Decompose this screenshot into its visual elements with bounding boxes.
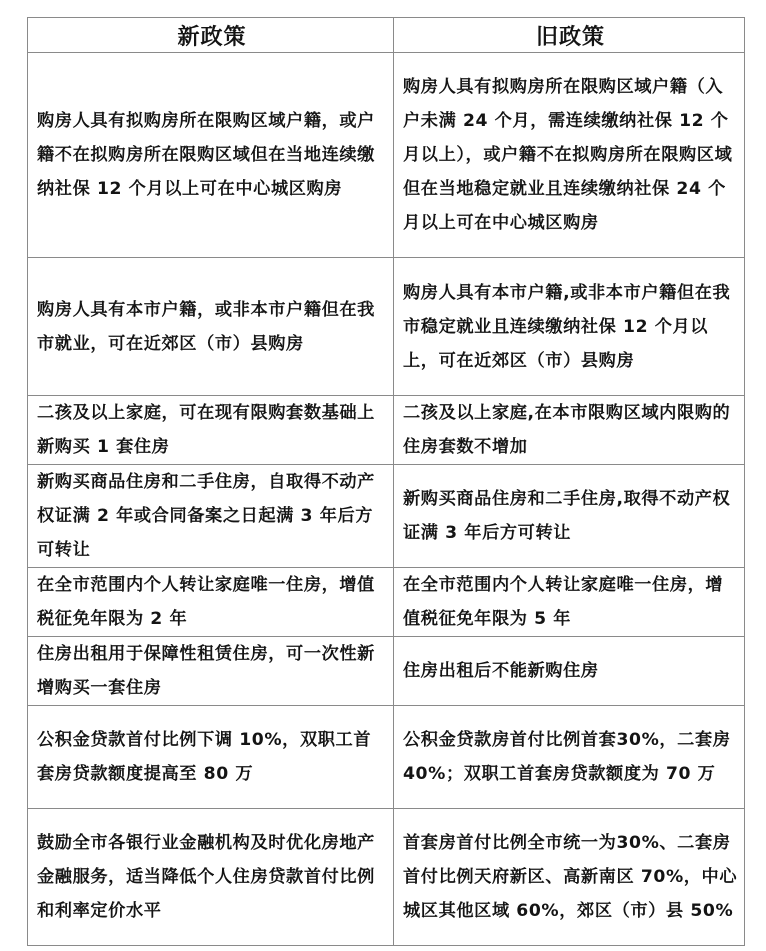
table-row (28, 809, 745, 946)
new-policy-cell: 新购买商品住房和二手住房，自取得不动产权证满 2 年或合同备案之日起满 3 年后方可转让 (28, 465, 394, 568)
old-policy-cell: 在全市范围内个人转让家庭唯一住房，增值税征免年限为 5 年 (394, 568, 745, 637)
new-policy-cell: 二孩及以上家庭，可在现有限购套数基础上新购买 1 套住房 (28, 396, 394, 465)
policy-comparison-table (27, 17, 745, 946)
table-row (28, 706, 745, 809)
old-policy-cell: 新购买商品住房和二手住房,取得不动产权证满 3 年后方可转让 (394, 465, 745, 568)
header-new-policy: 新政策 (28, 18, 394, 53)
table-row (28, 637, 745, 706)
new-policy-cell: 购房人具有本市户籍，或非本市户籍但在我市就业，可在近郊区（市）县购房 (28, 258, 394, 396)
table-row (28, 258, 745, 396)
old-policy-cell: 购房人具有拟购房所在限购区域户籍（入户未满 24 个月，需连续缴纳社保 12 个月以上），或户籍不在拟购房所在限购区域但在当地稳定就业且连续缴纳社保 24 个月以上可在中心城区购房 (394, 53, 745, 258)
table-row (28, 568, 745, 637)
old-policy-cell: 公积金贷款房首付比例首套30%，二套房 40%；双职工首套房贷款额度为 70 万 (394, 706, 745, 809)
old-policy-cell: 首套房首付比例全市统一为30%、二套房首付比例天府新区、高新南区 70%，中心城区其他区域 60%，郊区（市）县 50% (394, 809, 745, 946)
table-header-row (28, 18, 745, 53)
table-row (28, 53, 745, 258)
new-policy-cell: 住房出租用于保障性租赁住房，可一次性新增购买一套住房 (28, 637, 394, 706)
old-policy-cell: 购房人具有本市户籍,或非本市户籍但在我市稳定就业且连续缴纳社保 12 个月以上，可在近郊区（市）县购房 (394, 258, 745, 396)
new-policy-cell: 公积金贷款首付比例下调 10%，双职工首套房贷款额度提高至 80 万 (28, 706, 394, 809)
header-old-policy: 旧政策 (394, 18, 745, 53)
old-policy-cell: 二孩及以上家庭,在本市限购区域内限购的住房套数不增加 (394, 396, 745, 465)
new-policy-cell: 鼓励全市各银行业金融机构及时优化房地产金融服务，适当降低个人住房贷款首付比例和利率定价水平 (28, 809, 394, 946)
new-policy-cell: 购房人具有拟购房所在限购区域户籍，或户籍不在拟购房所在限购区域但在当地连续缴纳社保 12 个月以上可在中心城区购房 (28, 53, 394, 258)
new-policy-cell: 在全市范围内个人转让家庭唯一住房，增值税征免年限为 2 年 (28, 568, 394, 637)
table-row (28, 396, 745, 465)
old-policy-cell: 住房出租后不能新购住房 (394, 637, 745, 706)
table-row (28, 465, 745, 568)
